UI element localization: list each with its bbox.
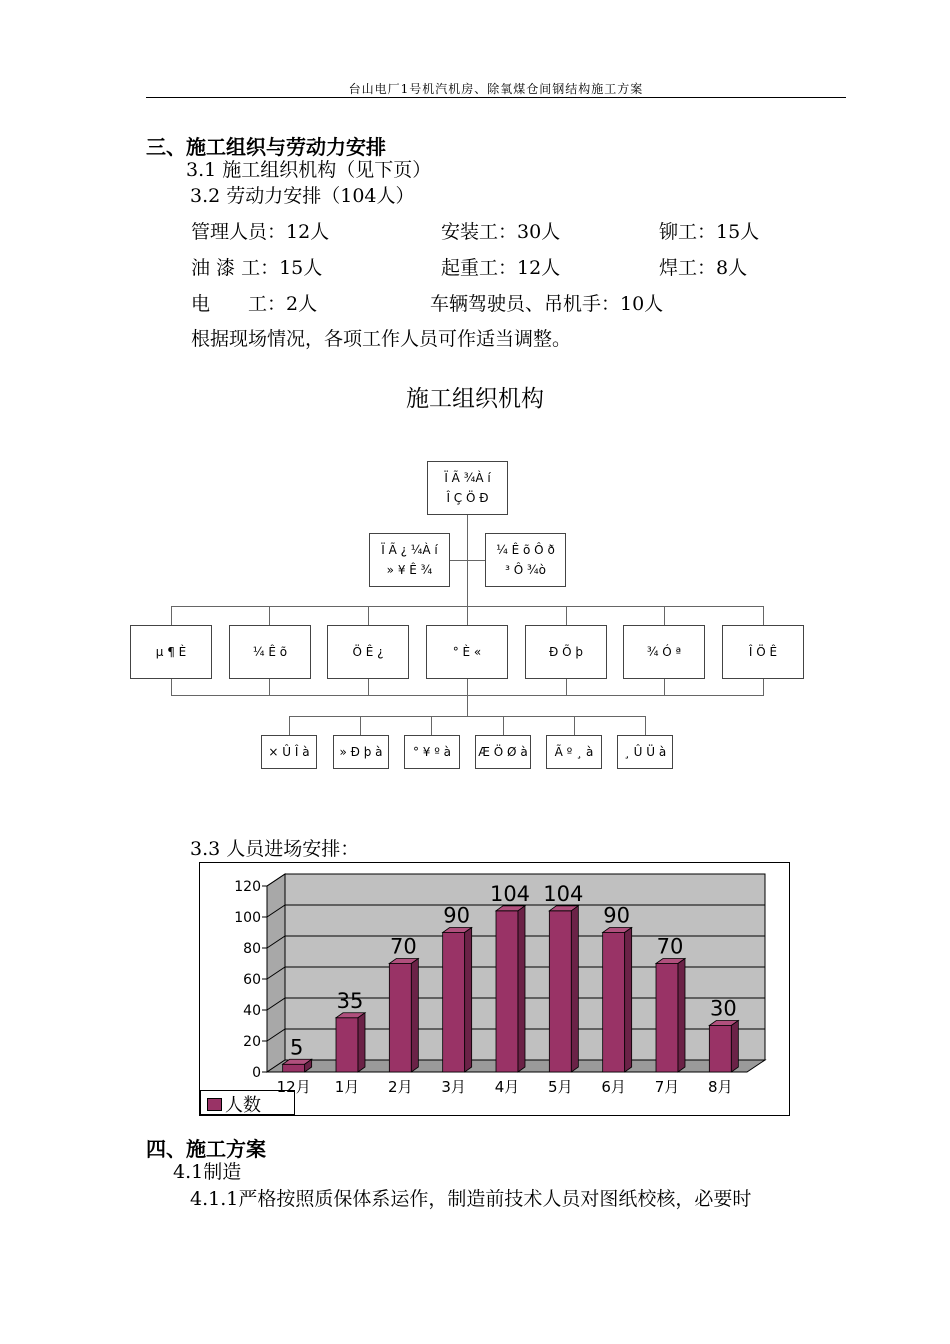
- org-node-dept: Î Ö Ê: [722, 625, 804, 679]
- x-tick-label: 2月: [388, 1078, 413, 1096]
- data-label: 104: [489, 881, 531, 906]
- bar: [389, 964, 411, 1073]
- labor-manager: 管理人员：12人: [191, 221, 330, 243]
- x-tick-label: 4月: [494, 1078, 520, 1096]
- org-node-team: Ã º ¸ à: [546, 735, 602, 769]
- y-tick-label: 0: [252, 1065, 261, 1081]
- data-label: 70: [389, 934, 417, 959]
- labor-riveter: 铆工：15人: [659, 221, 760, 243]
- item-3-3: 3.3 人员进场安排：: [190, 838, 360, 860]
- bar: [443, 933, 465, 1073]
- data-label: 90: [443, 903, 471, 928]
- adjustment-note: 根据现场情况，各项工作人员可作适当调整。: [191, 328, 572, 350]
- item-4-1-1: 4.1.1严格按照质保体系运作，制造前技术人员对图纸校核，必要时: [190, 1188, 752, 1210]
- labor-installer: 安装工：30人: [441, 221, 561, 243]
- bar-side: [678, 959, 685, 1073]
- x-tick-label: 12月: [276, 1078, 311, 1096]
- bar-side: [571, 906, 578, 1072]
- bar: [496, 911, 518, 1072]
- org-node-second-right: ¼ Ê õ Ô ð ³ Ô ¾ò: [485, 533, 566, 587]
- item-3-1: 3.1 施工组织机构（见下页）: [186, 159, 432, 181]
- org-node-team: ¸ Û Ü à: [617, 735, 673, 769]
- data-label: 5: [289, 1035, 304, 1060]
- x-tick-label: 3月: [441, 1078, 466, 1096]
- bar: [656, 964, 678, 1073]
- data-label: 70: [656, 934, 684, 959]
- item-3-2: 3.2 劳动力安排（104人）: [190, 185, 415, 207]
- data-label: 104: [543, 881, 584, 906]
- org-node-team: Æ Ö Ø à: [475, 735, 531, 769]
- org-node-second-left: Ï Ã ¿ ¼À í » ¥ Ê ¾: [369, 533, 450, 587]
- org-node-dept: ¼ Ê õ: [229, 625, 311, 679]
- org-node-dept: µ ¶ È: [130, 625, 212, 679]
- bar: [603, 933, 625, 1073]
- org-chart-title: 施工组织机构: [406, 386, 544, 412]
- labor-driver-crane: 车辆驾驶员、吊机手：10人: [430, 293, 664, 315]
- y-tick-label: 120: [234, 879, 261, 895]
- chart-legend: [200, 1090, 295, 1115]
- section-3-heading: 三、施工组织与劳动力安排: [146, 135, 386, 159]
- y-tick-label: 40: [243, 1003, 261, 1019]
- bar: [336, 1018, 358, 1072]
- legend-swatch: [207, 1098, 222, 1111]
- data-label: 35: [336, 988, 364, 1013]
- document-header: 台山电厂1号机汽机房、除氧煤仓间钢结构施工方案: [348, 82, 644, 96]
- labor-welder: 焊工：8人: [659, 257, 748, 279]
- org-node-team: » Ð þ à: [333, 735, 389, 769]
- bar: [709, 1026, 731, 1073]
- x-tick-label: 7月: [654, 1078, 680, 1096]
- data-label: 90: [603, 903, 631, 928]
- bar-side: [465, 928, 472, 1073]
- org-node-dept: ¾ Ó ª: [623, 625, 705, 679]
- x-tick-label: 5月: [548, 1078, 573, 1096]
- x-tick-label: 6月: [601, 1078, 626, 1096]
- legend-label: 人数: [225, 1095, 261, 1116]
- labor-painter: 油 漆 工：15人: [191, 257, 323, 279]
- org-node-dept: Ö Ê ¿: [327, 625, 409, 679]
- y-tick-label: 20: [243, 1034, 261, 1050]
- org-node-team: × Û Î à: [261, 735, 317, 769]
- section-4-heading: 四、施工方案: [146, 1137, 266, 1161]
- y-tick-label: 80: [243, 941, 261, 957]
- bar: [283, 1064, 305, 1072]
- item-4-1: 4.1制造: [173, 1161, 242, 1183]
- x-tick-label: 8月: [708, 1078, 733, 1096]
- bar-side: [731, 1021, 738, 1073]
- org-node-dept: Ð Õ þ: [525, 625, 607, 679]
- bar: [549, 911, 571, 1072]
- labor-electrician: 电 工：2人: [191, 293, 318, 315]
- org-node-top: Ï Ã ¾À í Î Ç Ö Ð: [427, 461, 508, 515]
- bar-side: [518, 906, 525, 1072]
- org-node-dept: ° È «: [426, 625, 508, 679]
- x-tick-label: 1月: [334, 1078, 360, 1096]
- bar-side: [625, 928, 632, 1073]
- data-label: 30: [709, 996, 737, 1021]
- labor-rigger: 起重工：12人: [441, 257, 561, 279]
- bar-side: [358, 1013, 365, 1072]
- y-tick-label: 60: [243, 972, 261, 988]
- org-node-team: ° ¥ º à: [404, 735, 460, 769]
- y-tick-label: 100: [234, 910, 261, 926]
- bar-side: [411, 959, 418, 1073]
